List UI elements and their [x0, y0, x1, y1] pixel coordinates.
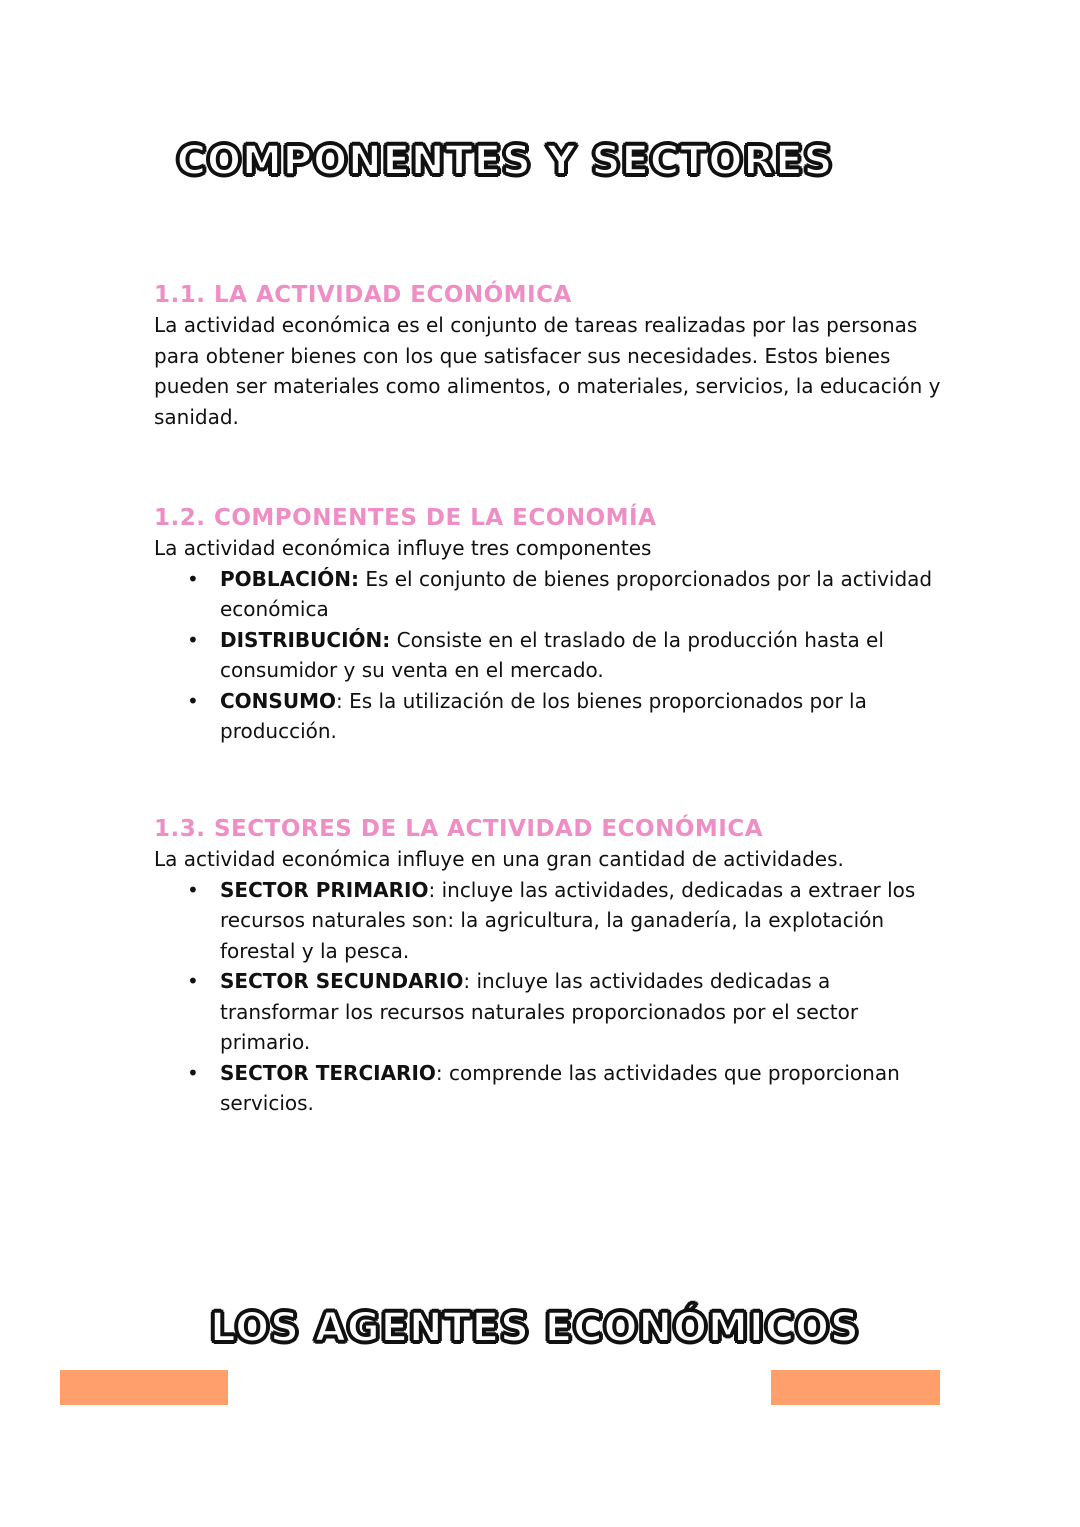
list-item-text: : incluye las actividades, dedicadas a extraer los recursos naturales son: la agricultura, la ganadería, la explotación forestal y la pesca.: [220, 877, 916, 963]
section-intro: La actividad económica influye tres componentes: [154, 536, 652, 560]
bullet-icon: •: [187, 969, 199, 993]
section-heading: 1.1. LA ACTIVIDAD ECONÓMICA: [154, 282, 572, 308]
section-paragraph: La actividad económica es el conjunto de tareas realizadas por las personas para obtener bienes con los que satisfacer sus necesidades. Estos bienes pueden ser materiales como alimentos, o materiales, servicios, la educación y sanidad.: [154, 313, 941, 429]
list-item-text: : Es la utilización de los bienes proporcionados por la producción.: [220, 688, 867, 743]
bullet-icon: •: [187, 627, 199, 652]
section-actividad-economica: [154, 280, 954, 432]
section-heading: 1.2. COMPONENTES DE LA ECONOMÍA: [154, 505, 657, 531]
bullet-icon: •: [187, 688, 199, 713]
decorative-bar-left: [60, 1370, 228, 1405]
next-section-title: LOS AGENTES ECONÓMICOS: [210, 1305, 860, 1351]
section-heading: 1.3. SECTORES DE LA ACTIVIDAD ECONÓMICA: [154, 816, 763, 842]
list-item-poblacion: [187, 564, 954, 625]
list-item-term: SECTOR TERCIARIO: [220, 1060, 436, 1085]
list-item-term: CONSUMO: [220, 688, 336, 713]
list-item-text: Es el conjunto de bienes proporcionados por la actividad económica: [220, 566, 933, 621]
list-item-term: POBLACIÓN:: [220, 566, 359, 591]
page-title: COMPONENTES Y SECTORES: [176, 138, 834, 184]
section-componentes: [154, 503, 954, 747]
decorative-bar-right: [771, 1370, 940, 1405]
list-item-sector-secundario: [187, 966, 954, 1058]
list-item-distribucion: [187, 625, 954, 686]
components-list: [154, 564, 954, 747]
list-item-text: Consiste en el traslado de la producción hasta el consumidor y su venta en el mercado.: [220, 627, 884, 682]
bullet-icon: •: [187, 1060, 199, 1085]
list-item-term: SECTOR SECUNDARIO: [220, 969, 464, 993]
section-intro: La actividad económica influye en una gran cantidad de actividades.: [154, 847, 844, 871]
bullet-icon: •: [187, 566, 199, 591]
list-item-text: : incluye las actividades dedicadas a transformar los recursos naturales proporcionados por el sector primario.: [220, 969, 859, 1054]
section-sectores: [154, 814, 954, 1119]
sectors-list: [154, 875, 954, 1119]
list-item-term: SECTOR PRIMARIO: [220, 877, 429, 902]
list-item-text: : comprende las actividades que proporcionan servicios.: [220, 1060, 900, 1115]
bullet-icon: •: [187, 877, 199, 902]
list-item-term: DISTRIBUCIÓN:: [220, 627, 391, 652]
list-item-sector-terciario: [187, 1058, 954, 1119]
list-item-sector-primario: [187, 875, 954, 967]
list-item-consumo: [187, 686, 954, 747]
